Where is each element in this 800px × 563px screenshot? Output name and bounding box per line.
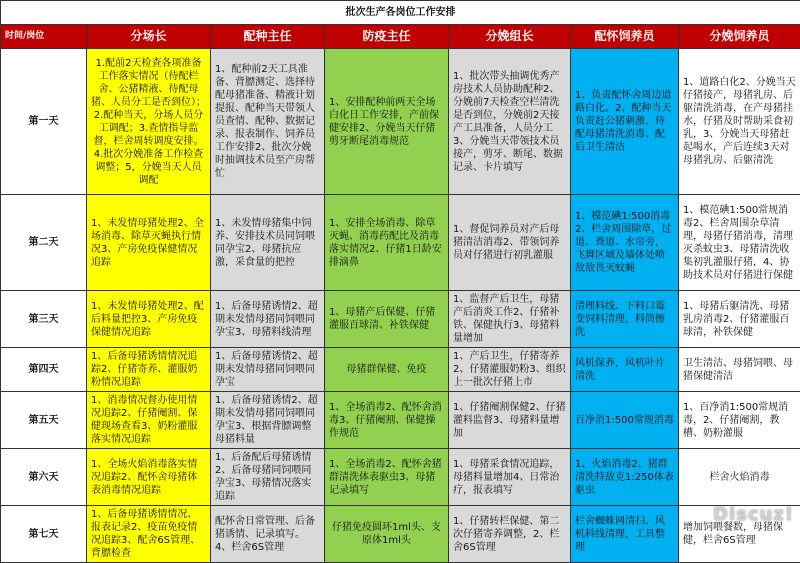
table-row bbox=[1, 506, 800, 563]
table-cell: 1、监督产后卫生，母猪产后消炎工作2、仔猪补铁、保健执行3、母猪料量增加 bbox=[449, 291, 571, 348]
table-cell: 1、母猪产后保健、仔猪灌服百球清、补铁保健 bbox=[325, 291, 449, 348]
table-cell: 1、后备母猪诱情情况追踪2、仔猪寄养、灌服奶粉情况追踪 bbox=[87, 348, 211, 392]
table-cell: 1、安排全场消毒、除草灭蝇、消毒药配比及消毒落实情况2、仔猪1日龄安排滴鼻 bbox=[325, 195, 449, 291]
table-row bbox=[1, 392, 800, 449]
table-cell: 1、未发情母猪处理2、配后料量把控3、产房免疫保健情况追踪 bbox=[87, 291, 211, 348]
table-cell: 仔猪免疫圆环1ml头、支原体1ml头 bbox=[325, 506, 449, 563]
table-cell: 1、道路白化2、分娩当天仔猪接产，母猪乳房、后躯清洗消毒，在产母猪挂水，仔猪及时帮助采食初乳，3、分娩当天母猪赶起喝水，产后连续3天对母猪乳房、后躯清洗 bbox=[679, 49, 800, 195]
day-label: 第五天 bbox=[1, 392, 87, 449]
table-cell: 1、后备配后母猪诱情2、后备母猪同饲喂同孕宝3、母猪情况落实追踪 bbox=[211, 449, 325, 506]
header-row bbox=[1, 25, 800, 49]
table-cell: 1、全场消毒2、配怀舍猪群清洗体表驱虫3、母猪记录填写 bbox=[325, 449, 449, 506]
table-cell: 1、配种前2天工具准备、背膘测定、选择待配母猪准备、精液计划提报、配种当天带领人员查情、配种、数据记录、报表制作、饲养员工作安排2、批次分娩时抽调技术员至产房帮忙 bbox=[211, 49, 325, 195]
table-cell: 1.配前2天检查各项准备工作落实情况（待配栏舍、公猪精液、待配母猪、人员分工是否到位）；2.配种当天，分场人员分工调配；3.查情指导监督，栏舍周转调度安排。4.批次分娩准备工作检查调整；5，分娩当天人员调配 bbox=[87, 49, 211, 195]
table-cell: 1、全场消毒2、配怀舍消毒3、仔猪阉割、保健操作规范 bbox=[325, 392, 449, 449]
role-header-farrowing-keeper: 分娩饲养员 bbox=[679, 25, 800, 49]
role-header-farrowing-leader: 分娩组长 bbox=[449, 25, 571, 49]
table-cell: 1、督促饲养员对产后母猪清洁消毒2、带领饲养员对仔猪进行初乳灌服 bbox=[449, 195, 571, 291]
day-label: 第六天 bbox=[1, 449, 87, 506]
table-cell: 增加饲喂餐数，母猪保健，栏舍6S管理 bbox=[679, 506, 800, 563]
role-header-site-manager: 分场长 bbox=[87, 25, 211, 49]
role-header-gestation-keeper: 配怀饲养员 bbox=[571, 25, 679, 49]
table-cell: 1、未发情母猪集中饲养、安排技术员同饲喂同孕宝2、母猪抗应激，采食量的把控 bbox=[211, 195, 325, 291]
table-cell: 1、后备母猪诱情2、超期未发情母猪同饲喂同孕宝3、根据背膘调整母猪料量 bbox=[211, 392, 325, 449]
table-cell: 1、仔猪阉割保健2、仔猪灌料监督3、母猪料量增加 bbox=[449, 392, 571, 449]
table-cell: 母猪群保健、免疫 bbox=[325, 348, 449, 392]
table-row bbox=[1, 291, 800, 348]
table-cell: 1、后备母猪诱情2、超期未发情母猪同饲喂同孕宝3、母猪料线清理 bbox=[211, 291, 325, 348]
table-cell: 1、未发情母猪处理2、全场消毒、除草灭蝇执行情况3、产房免疫保健情况追踪 bbox=[87, 195, 211, 291]
table-cell: 1、后备母猪诱情情况、报表记录2、疫苗免疫情况追踪3、配舍6S管理、背膘检查 bbox=[87, 506, 211, 563]
table-cell: 1、产后卫生，仔猪寄养2、仔猪灌服奶粉3、组织上一批次仔猪上市 bbox=[449, 348, 571, 392]
table-cell: 1、模范碘1:500常规消毒2、栏舍周围杂草清理，母猪仔猪消毒，清理灭杀蚊虫3、母猪清洗收集初乳灌服仔猪，4、协助技术员对仔猪进行保健 bbox=[679, 195, 800, 291]
table-cell: 栏舍火焰消毒 bbox=[679, 449, 800, 506]
table-cell: 栏舍蜘蛛网清扫、风机料线清理，工具整理 bbox=[571, 506, 679, 563]
table-cell: 风机保养，风机叶片清洗 bbox=[571, 348, 679, 392]
table-cell: 卫生清洁、母猪饲喂、母猪保健清洁 bbox=[679, 348, 800, 392]
day-label: 第三天 bbox=[1, 291, 87, 348]
table-cell: 1、消毒情况督办使用情况追踪2、仔猪阉割、保健现场查看3、奶粉灌服落实情况追踪 bbox=[87, 392, 211, 449]
day-label: 第二天 bbox=[1, 195, 87, 291]
table-row bbox=[1, 195, 800, 291]
table-cell: 1、全场火焰消毒落实情况追踪2、配怀舍母猪体表消毒情况追踪 bbox=[87, 449, 211, 506]
forum-watermark: Discuz! bbox=[713, 504, 794, 525]
table-cell: 配怀舍日常管理、后备猪诱情、记录填写。4、栏舍6S管理 bbox=[211, 506, 325, 563]
table-row bbox=[1, 449, 800, 506]
day-label: 第一天 bbox=[1, 49, 87, 195]
table-cell: 1、批次带头抽调优秀产房技术人员协助配种2、分娩前7天检查空栏清洗是否到位，分娩前2天接产工具准备，人员分工3、分娩当天带领技术员接产，剪牙、断尾、数据记录、卡片填写 bbox=[449, 49, 571, 195]
day-label: 第七天 bbox=[1, 506, 87, 563]
corner-header: 时间/岗位 bbox=[1, 25, 87, 49]
role-header-epidemic-chief: 防疫主任 bbox=[325, 25, 449, 49]
day-label: 第四天 bbox=[1, 348, 87, 392]
table-cell: 1、火焰消毒2、猪群清洗特敌克1:250体表驱虫 bbox=[571, 449, 679, 506]
table-cell: 1、百净消1:500常规消毒，2、仔猪阉割，教槽、奶粉灌服 bbox=[679, 392, 800, 449]
table-row bbox=[1, 49, 800, 195]
table-cell: 1、后备母猪诱情2、超期未发情母猪同饲喂同孕宝 bbox=[211, 348, 325, 392]
table-cell: 1、安排配种前两天全场白化日工作安排，产前保健安排2、分娩当天仔猪剪牙断尾消毒规范 bbox=[325, 49, 449, 195]
table-row bbox=[1, 348, 800, 392]
table-cell: 1、母猪采食情况追踪，母猪料量增加4、日常治疗，报表填写 bbox=[449, 449, 571, 506]
table-cell: 1、负责配怀舍周边道路白化。2、配种当天负责赶公猪刺激、待配母猪清洗消毒、配后卫生清洁 bbox=[571, 49, 679, 195]
role-header-breeding-chief: 配种主任 bbox=[211, 25, 325, 49]
table-cell: 1、仔猪转栏保健、第二次仔猪寄养调整，2、栏舍6S管理 bbox=[449, 506, 571, 563]
table-cell: 1、模范碘1:500消毒2、栏舍周围除草，过道、粪道、水帘旁，飞舞区域及墙体处喷敌敌畏灭蚊蝇 bbox=[571, 195, 679, 291]
table-cell: 清理料线、下料口霉变饲料清理，料筒擦洗 bbox=[571, 291, 679, 348]
table-cell: 百净消1:500常规消毒 bbox=[571, 392, 679, 449]
sheet-title: 批次生产各岗位工作安排 bbox=[1, 1, 800, 25]
table-cell: 1、母猪后躯清洗、母猪乳房消毒2、仔猪灌服百球清，补铁保健 bbox=[679, 291, 800, 348]
